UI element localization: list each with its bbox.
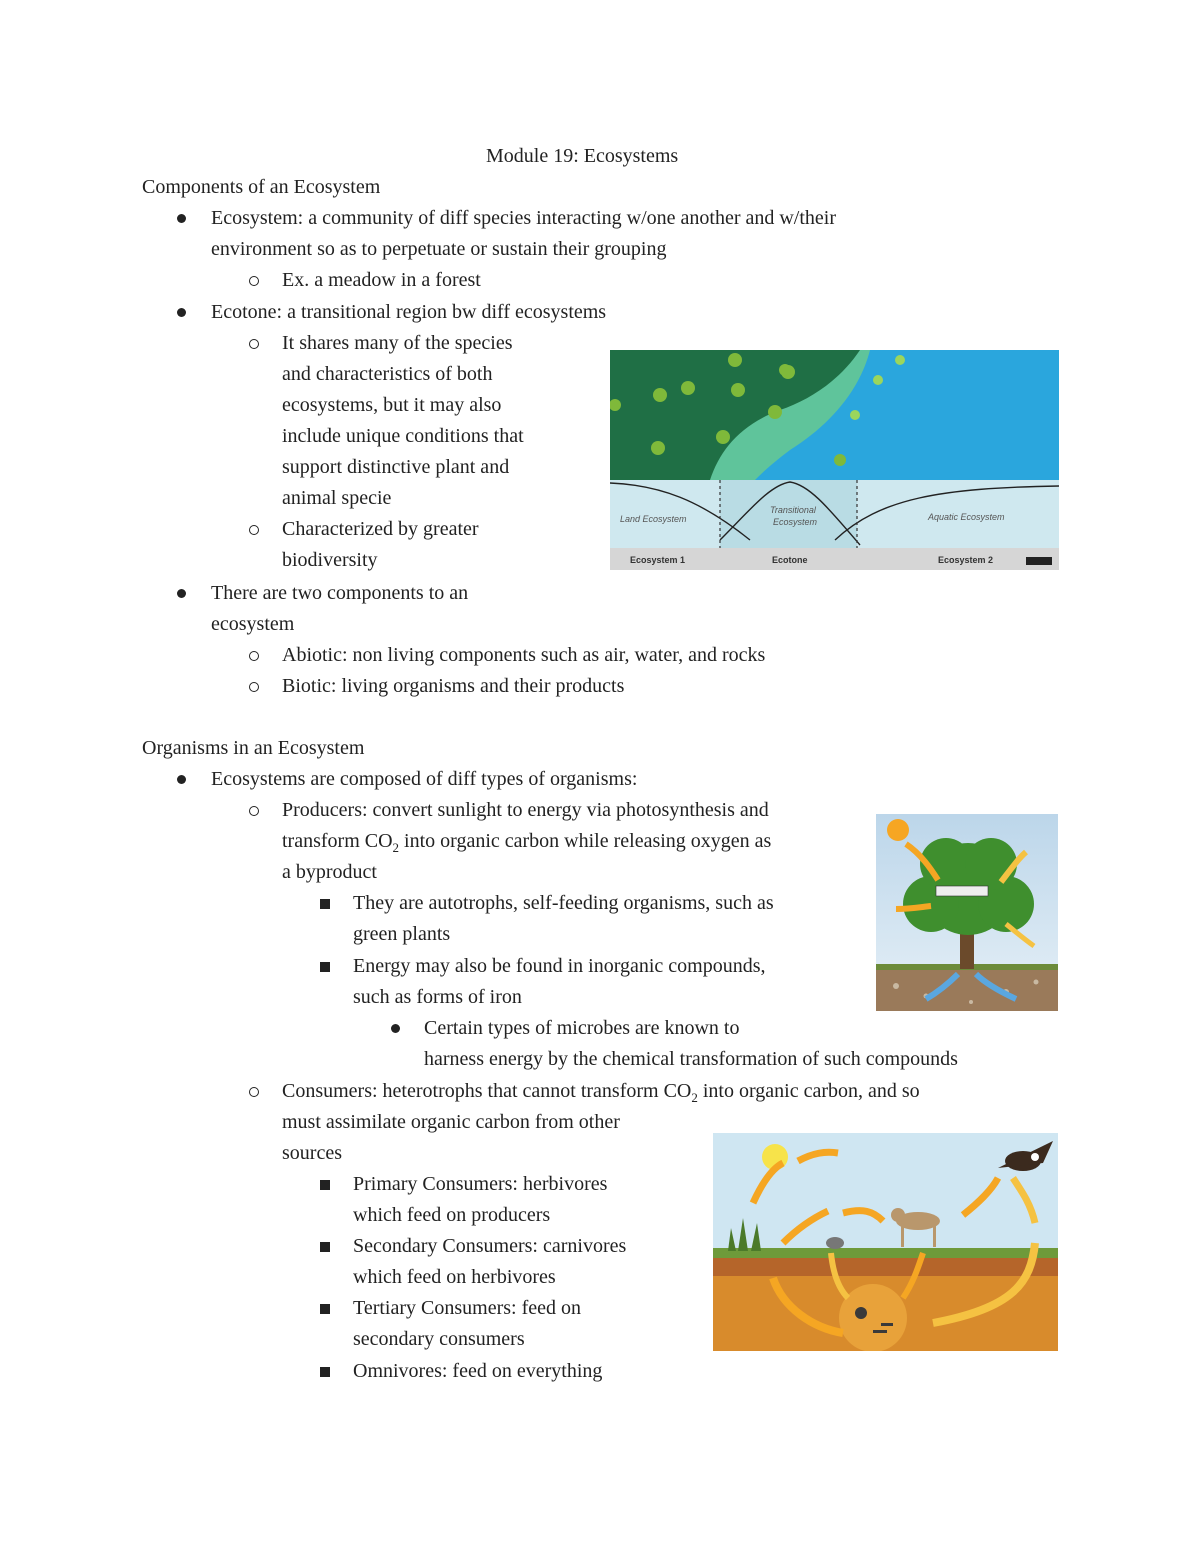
primary-line1: Primary Consumers: herbivores bbox=[353, 1173, 608, 1195]
bullet-circle bbox=[249, 339, 259, 349]
biodiversity-line2: biodiversity bbox=[282, 549, 378, 571]
omnivores-text: Omnivores: feed on everything bbox=[353, 1360, 603, 1382]
photosynthesis-illustration bbox=[876, 814, 1058, 1011]
composed-text: Ecosystems are composed of diff types of organisms: bbox=[211, 768, 638, 790]
transition-label-1: Transitional bbox=[770, 505, 816, 515]
bullet-disc bbox=[391, 1024, 400, 1033]
bullet-disc bbox=[177, 589, 186, 598]
biodiversity-line1: Characterized by greater bbox=[282, 518, 479, 540]
microbes-line2: harness energy by the chemical transformation of such compounds bbox=[424, 1048, 958, 1070]
bullet-disc bbox=[177, 214, 186, 223]
ecotone-shares-line: ecosystems, but it may also bbox=[282, 394, 502, 416]
biotic-text: Biotic: living organisms and their products bbox=[282, 675, 625, 697]
bullet-square bbox=[320, 962, 330, 972]
rodent-icon bbox=[826, 1237, 844, 1249]
aquatic-label: Aquatic Ecosystem bbox=[928, 512, 1005, 522]
producers-line3: a byproduct bbox=[282, 861, 377, 883]
bullet-square bbox=[320, 1242, 330, 1252]
section-heading-organisms: Organisms in an Ecosystem bbox=[142, 737, 365, 759]
bar-label: Ecosystem 1 bbox=[630, 555, 686, 565]
page-title: Module 19: Ecosystems bbox=[486, 145, 679, 167]
ecotone-shares-line: support distinctive plant and bbox=[282, 456, 510, 478]
ecosystem-definition-line1: Ecosystem: a community of diff species interacting w/one another and w/their bbox=[211, 207, 837, 229]
bullet-circle bbox=[249, 651, 259, 661]
bullet-circle bbox=[249, 276, 259, 286]
food-chain-illustration bbox=[713, 1133, 1058, 1351]
microbes-line1: Certain types of microbes are known to bbox=[424, 1017, 740, 1039]
producers-line1: Producers: convert sunlight to energy via photosynthesis and bbox=[282, 799, 769, 821]
primary-line2: which feed on producers bbox=[353, 1204, 551, 1226]
ecotone-shares-line: and characteristics of both bbox=[282, 363, 493, 385]
bullet-square bbox=[320, 899, 330, 909]
consumers-line3: sources bbox=[282, 1142, 342, 1164]
ecotone-definition: Ecotone: a transitional region bw diff ecosystems bbox=[211, 301, 607, 323]
ecotone-diagram bbox=[610, 350, 1059, 570]
bullet-square bbox=[320, 1180, 330, 1190]
secondary-line1: Secondary Consumers: carnivores bbox=[353, 1235, 627, 1257]
land-label: Land Ecosystem bbox=[620, 514, 687, 524]
autotrophs-line2: green plants bbox=[353, 923, 451, 945]
energy-line1: Energy may also be found in inorganic compounds, bbox=[353, 955, 766, 977]
transition-label-2: Ecosystem bbox=[773, 517, 818, 527]
bullet-circle bbox=[249, 525, 259, 535]
bullet-disc bbox=[177, 775, 186, 784]
bar-label: Ecosystem 2 bbox=[938, 555, 994, 565]
bullet-circle bbox=[249, 682, 259, 692]
ecotone-shares-line: It shares many of the species bbox=[282, 332, 513, 354]
bullet-circle bbox=[249, 806, 259, 816]
ecotone-shares-line: animal specie bbox=[282, 487, 392, 509]
bullet-circle bbox=[249, 1087, 259, 1097]
bullet-square bbox=[320, 1367, 330, 1377]
autotrophs-line1: They are autotrophs, self-feeding organisms, such as bbox=[353, 892, 774, 914]
ecosystem-definition-line2: environment so as to perpetuate or sustain their grouping bbox=[211, 238, 667, 260]
example-text: Ex. a meadow in a forest bbox=[282, 269, 481, 291]
tertiary-line1: Tertiary Consumers: feed on bbox=[353, 1297, 581, 1319]
sun-icon bbox=[887, 819, 909, 841]
bullet-disc bbox=[177, 308, 186, 317]
energy-line2: such as forms of iron bbox=[353, 986, 522, 1008]
two-components-line2: ecosystem bbox=[211, 613, 295, 635]
consumers-line2: must assimilate organic carbon from other bbox=[282, 1111, 620, 1133]
bar-label: Ecotone bbox=[772, 555, 808, 565]
secondary-line2: which feed on herbivores bbox=[353, 1266, 556, 1288]
consumers-line1: Consumers: heterotrophs that cannot transform $CO_2$ into organic carbon, and so bbox=[282, 1080, 920, 1105]
bullet-square bbox=[320, 1304, 330, 1314]
abiotic-text: Abiotic: non living components such as air, water, and rocks bbox=[282, 644, 766, 666]
section-heading-components: Components of an Ecosystem bbox=[142, 176, 381, 198]
producers-line2: transform $CO_2$ into organic carbon while releasing oxygen as bbox=[282, 830, 772, 855]
two-components-line1: There are two components to an bbox=[211, 582, 469, 604]
tertiary-line2: secondary consumers bbox=[353, 1328, 525, 1350]
ecotone-shares-line: include unique conditions that bbox=[282, 425, 524, 447]
